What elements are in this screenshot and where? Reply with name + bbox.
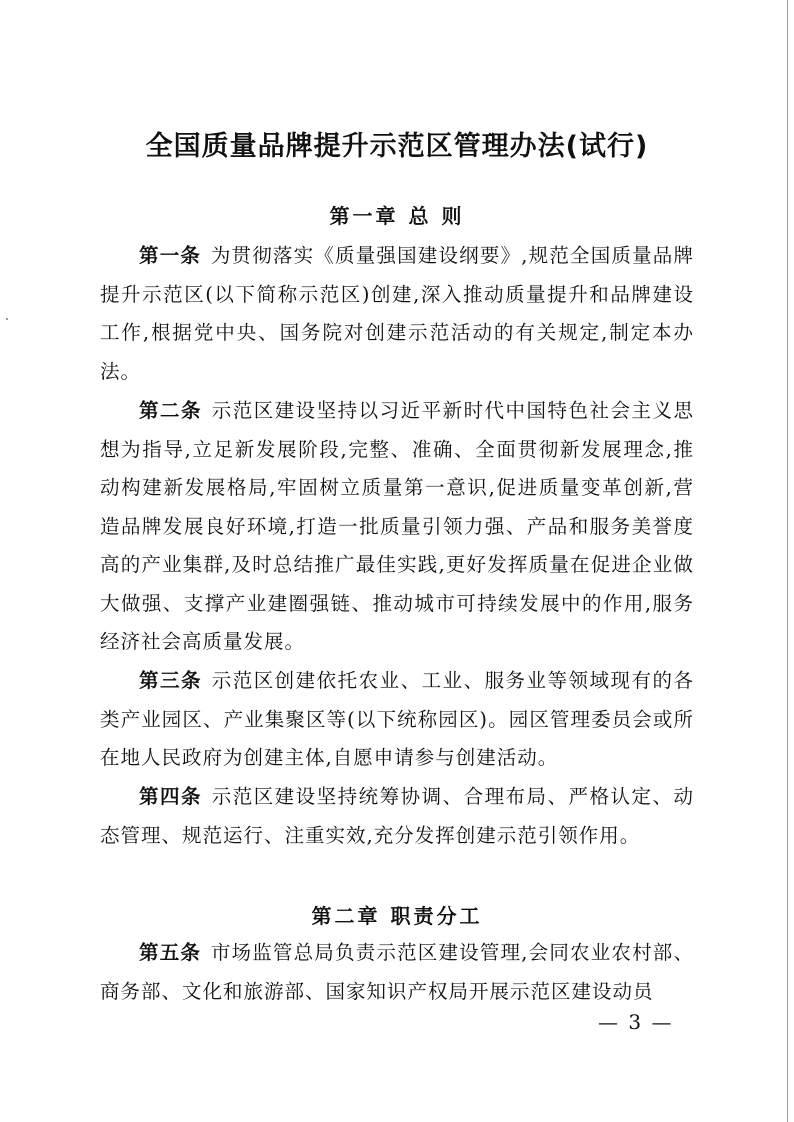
- article-1: [100, 237, 694, 391]
- page-number: — 3 —: [598, 1010, 674, 1034]
- article-number: 第四条: [139, 785, 202, 808]
- article-text: 为贯彻落实《质量强国建设纲要》,规范全国质量品牌提升示范区(以下简称示范区)创建,深入推动质量提升和品牌建设工作,根据党中央、国务院对创建示范活动的有关规定,制定本办法。: [100, 244, 694, 383]
- chapter-heading-2: 第二章 职责分工: [311, 904, 483, 928]
- chapter-heading-1: 第一章 总 则: [329, 204, 465, 228]
- article-text: 示范区建设坚持以习近平新时代中国特色社会主义思想为指导,立足新发展阶段,完整、准确、全面贯彻新发展理念,推动构建新发展格局,牢固树立质量第一意识,促进质量变革创新,营造品牌发展良好环境,打造一批质量引领力强、产品和服务美誉度高的产业集群,及时总结推广最佳实践,更好发挥质量在促进企业做大做强、支撑产业建圈强链、推动城市可持续发展中的作用,服务经济社会高质量发展。: [100, 399, 694, 653]
- article-number: 第三条: [139, 669, 202, 692]
- article-number: 第五条: [139, 941, 202, 964]
- scan-speck: [6, 318, 8, 320]
- document-title: 全国质量品牌提升示范区管理办法(试行): [145, 131, 649, 162]
- article-text: 示范区创建依托农业、工业、服务业等领域现有的各类产业园区、产业集聚区等(以下统称园区)。园区管理委员会或所在地人民政府为创建主体,自愿申请参与创建活动。: [100, 669, 694, 769]
- article-text: 市场监管总局负责示范区建设管理,会同农业农村部、商务部、文化和旅游部、国家知识产权局开展示范区建设动员: [100, 941, 694, 1003]
- article-3: [100, 662, 694, 778]
- article-number: 第二条: [139, 399, 202, 422]
- article-4: [100, 778, 694, 855]
- scan-edge-line: [787, 0, 788, 1122]
- article-5: [100, 934, 694, 1011]
- article-2: [100, 392, 694, 662]
- article-text: 示范区建设坚持统筹协调、合理布局、严格认定、动态管理、规范运行、注重实效,充分发挥创建示范引领作用。: [100, 785, 694, 847]
- article-number: 第一条: [139, 244, 202, 267]
